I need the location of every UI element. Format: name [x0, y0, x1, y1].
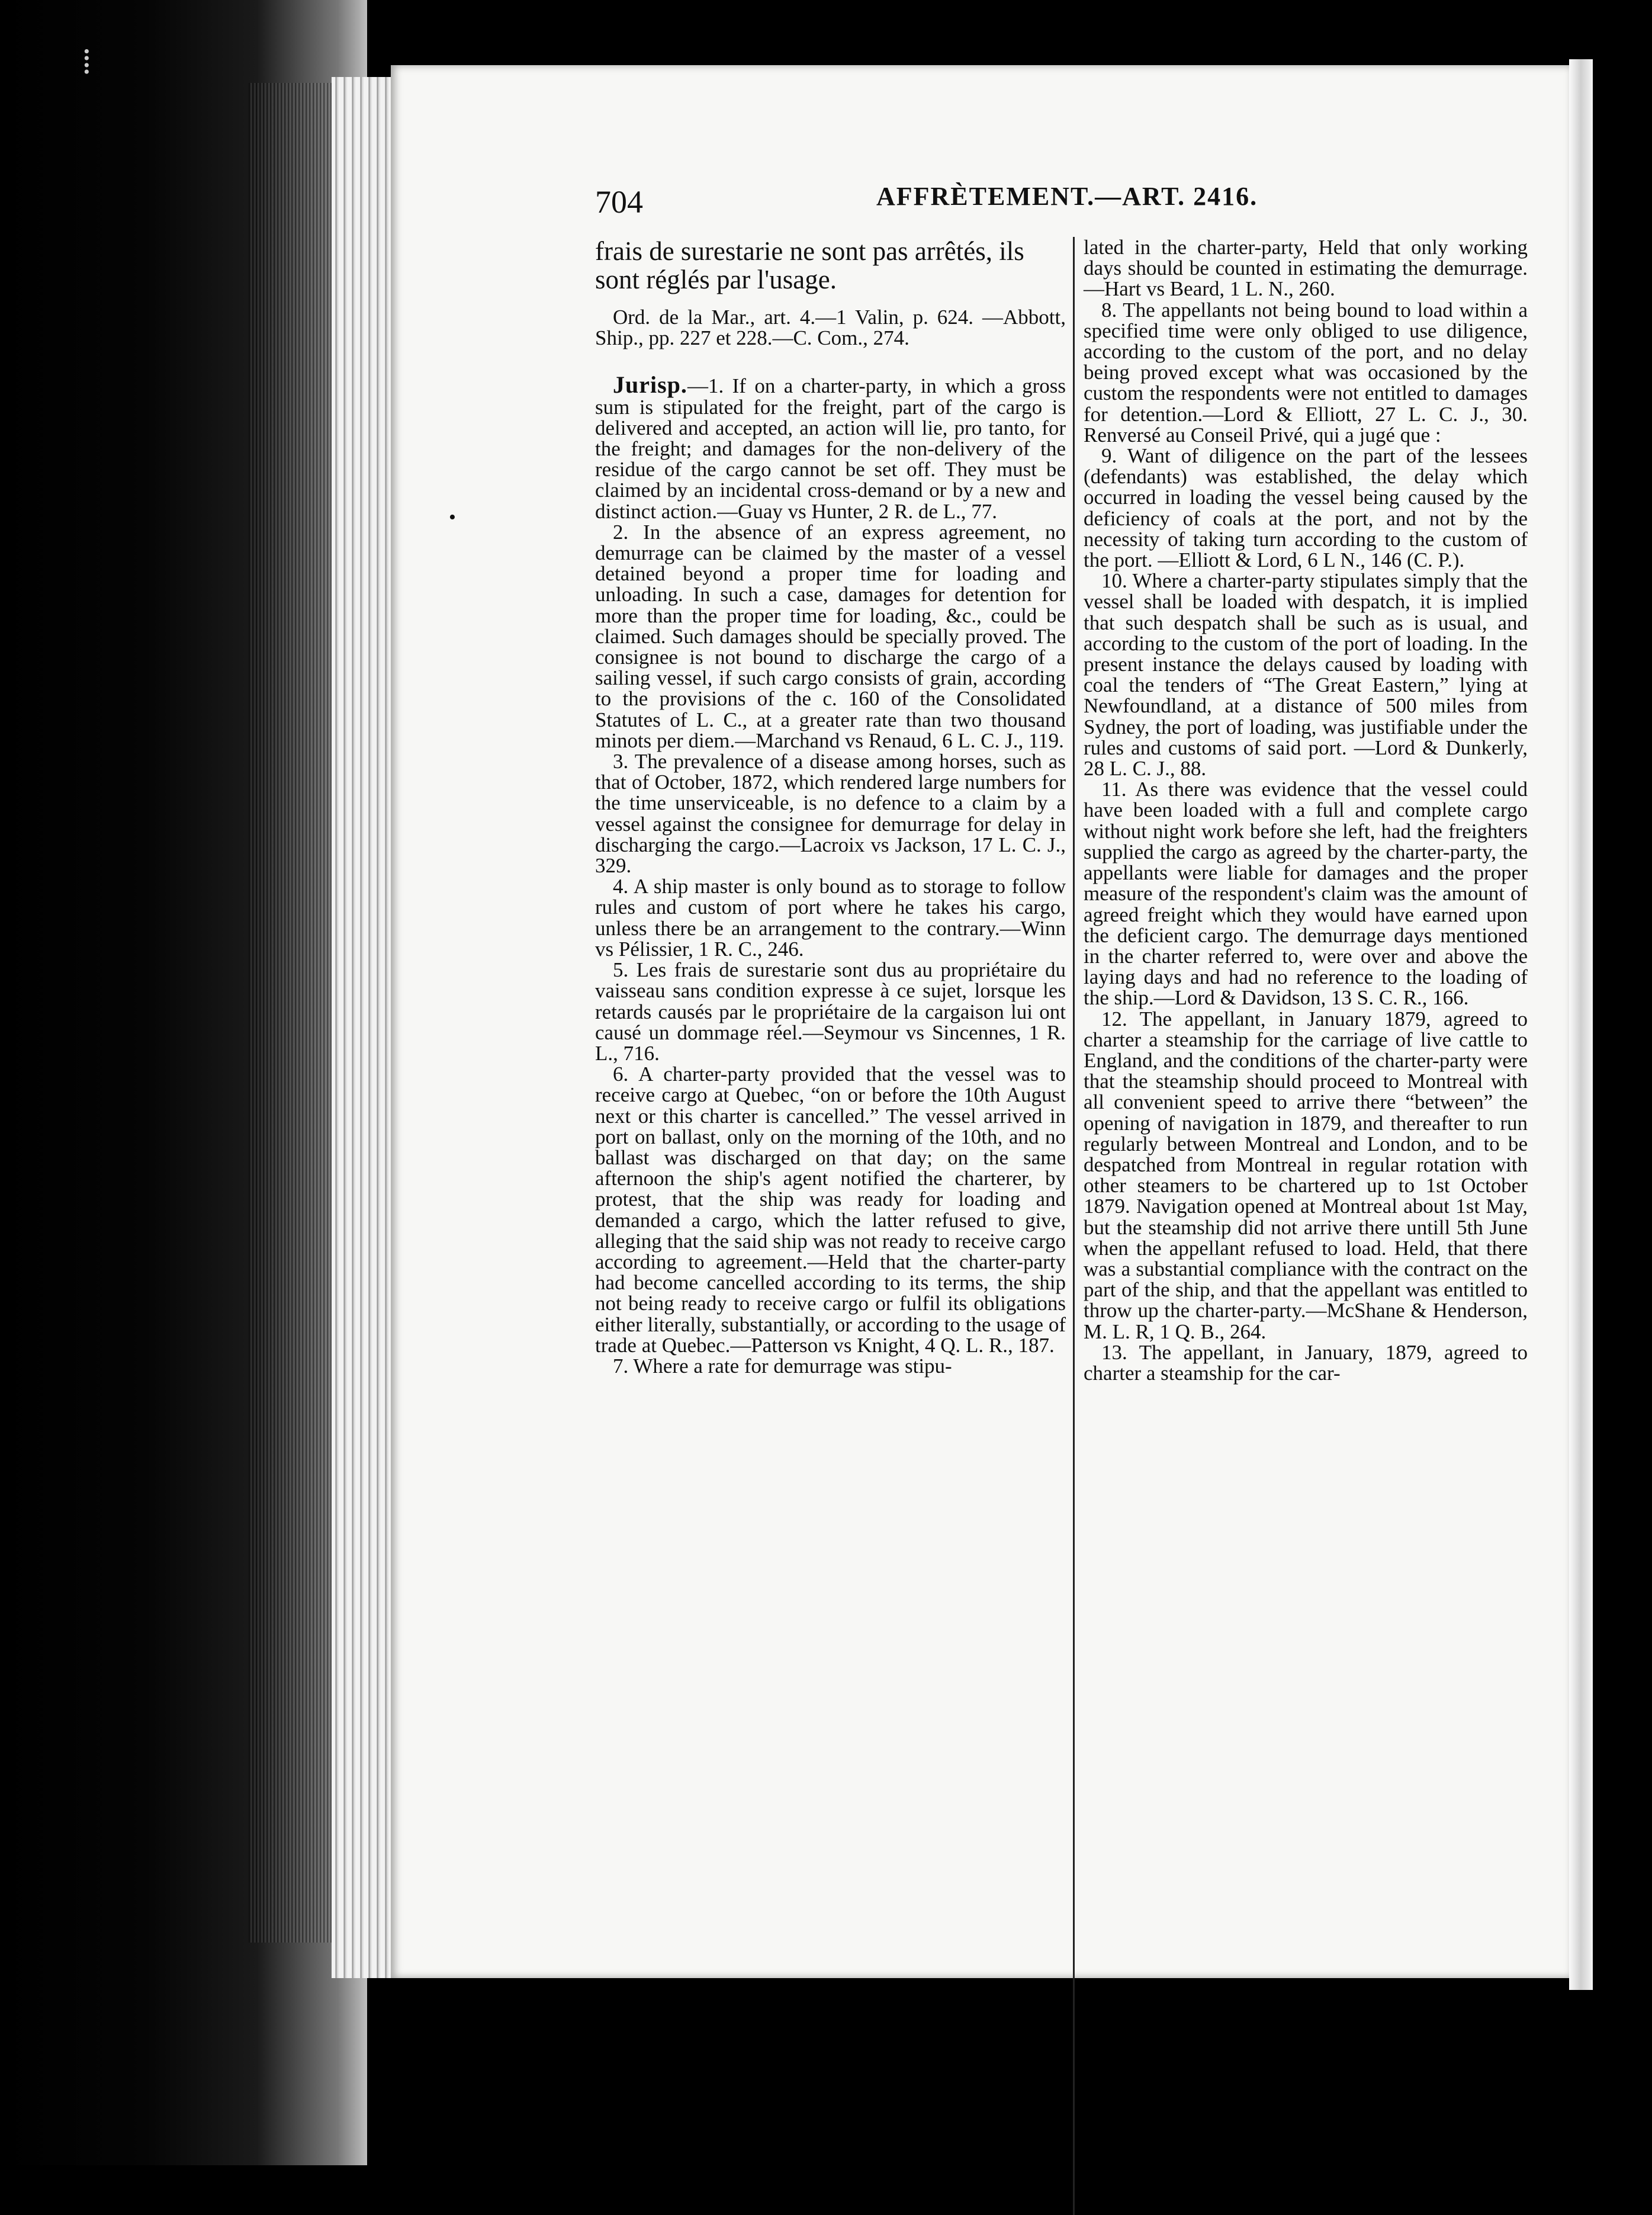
jurisprudence-4: 4. A ship master is only bound as to storage to follow rules and custom of port where he takes his cargo, unless there be an arrangement to the contrary.—Winn vs Pélissier, 1 R. C., 246. [595, 875, 1066, 961]
lead-text: frais de surestarie ne sont pas arrêtés, ils sont réglés par l'usage. [595, 236, 1024, 294]
column-rule [1073, 237, 1075, 2215]
scan-speck: ⁞ [82, 42, 92, 81]
jurisprudence-1 [595, 371, 1066, 523]
jurisprudence-3: 3. The prevalence of a disease among horses, such as that of October, 1872, which rendered large numbers for the time unserviceable, is no defence to a claim by a vessel against the consignee for demurrage for delay in discharging the cargo.—Lacroix vs Jackson, 17 L. C. J., 329. [595, 750, 1066, 878]
right-page-edge [1569, 59, 1593, 1990]
running-title: AFFRÈTEMENT.—ART. 2416. [876, 182, 1258, 211]
jurisprudence-7-end: lated in the charter-party, Held that only working days should be counted in estimating the demurrage.—Hart vs Beard, 1 L. N., 260. [1084, 236, 1528, 301]
book-spine-edge [0, 0, 367, 2165]
scan-speck: • [449, 506, 456, 528]
jurisprudence-12: 12. The appellant, in January 1879, agreed to charter a steamship for the carriage of live cattle to England, and the conditions of the charter-party were that the steamship should proceed to Montreal with all convenient speed to arrive there “between” the opening of navigation in 1879, and thereafter to run regularly between Montreal and London, and to be despatched from Montreal in regular rotation with other steamers to be chartered up to 1st October 1879. Navigation opened at Montreal about 1st May, but the steamship did not arrive there untill 5th June when the appellant refused to load. Held, that there was a substantial compliance with the contract on the part of the ship, and that the appellant was entitled to throw up the charter-party.—McShane & Henderson, M. L. R, 1 Q. B., 264. [1084, 1007, 1528, 1343]
jurisprudence-7-start: 7. Where a rate for demurrage was stipu- [613, 1354, 952, 1378]
jurisprudence-8: 8. The appellants not being bound to load within a specified time were only obliged to use diligence, according to the custom of the port, and no delay being proved except what was occasioned by the custom the respondents were not entitled to damages for detention.—Lord & Elliott, 27 L. C. J., 30. Renversé au Conseil Privé, qui a jugé que : [1084, 298, 1528, 447]
right-column [1084, 237, 1528, 1383]
jurisprudence-2: 2. In the absence of an express agreement, no demurrage can be claimed by the master of a vessel detained beyond a proper time for loading and unloading. In such a case, damages for detention for more than the proper time for loading, &c., could be claimed. Such damages should be specially proved. The consignee is not bound to discharge the cargo of a sailing vessel, if such cargo consists of grain, according to the provisions of the c. 160 of the Consolidated Statutes of L. C., at a greater rate than two thousand minots per diem.—Marchand vs Renaud, 6 L. C. J., 119. [595, 520, 1066, 752]
left-column [595, 237, 1066, 1376]
jurisprudence-10: 10. Where a charter-party stipulates simply that the vessel shall be loaded with despatch, it is implied that such despatch shall be such as is usual, and according to the custom of the port of loading. In the present instance the delays caused by loading with coal the tenders of “The Great Eastern,” lying at Newfoundland, at a distance of 500 miles from Sydney, the port of loading, was justifiable under the rules and customs of said port. —Lord & Dunkerly, 28 L. C. J., 88. [1084, 569, 1528, 781]
jurisprudence-13-start: 13. The appellant, in January, 1879, agreed to charter a steamship for the car- [1084, 1340, 1528, 1385]
jurisprudence-6: 6. A charter-party provided that the vessel was to receive cargo at Quebec, “on or before the 10th August next or this charter is cancelled.” The vessel arrived in port on ballast, only on the morning of the 10th, and no ballast was discharged on that day; on the same afternoon the ship's agent notified the charterer, by protest, that the ship was ready for loading and demanded a cargo, which the latter refused to give, alleging that the said ship was not ready to receive cargo according to agreement.—Held that the charter-party had become cancelled according to its terms, the ship not being ready to receive cargo or fulfil its obligations either literally, substantially, or according to the usage of trade at Quebec.—Patterson vs Knight, 4 Q. L. R., 187. [595, 1062, 1066, 1357]
page-number: 704 [595, 184, 643, 220]
jurisp-1-text: —1. If on a charter-party, in which a gross sum is stipulated for the freight, part of the cargo is delivered and accepted, an action will lie, pro tanto, for the freight; and damages for the non-delivery of the residue of the cargo cannot be set off. They must be claimed by an incidental cross-demand or by a new and distinct action.—Guay vs Hunter, 2 R. de L., 77. [595, 374, 1066, 523]
jurisp-label: Jurisp. [613, 371, 687, 399]
jurisprudence-5: 5. Les frais de surestarie sont dus au propriétaire du vaisseau sans condition expresse à ce sujet, lorsque les retards causés par le propriétaire de la cargaison lui ont causé un dommage réel.—Seymour vs Sincennes, 1 R. L., 716. [595, 958, 1066, 1065]
jurisprudence-9: 9. Want of diligence on the part of the lessees (defendants) was established, the delay which occurred in loading the vessel being caused by the deficiency of coals at the port, and not by the necessity of taking turn according to the custom of the port. —Elliott & Lord, 6 L N., 146 (C. P.). [1084, 444, 1528, 572]
jurisprudence-11: 11. As there was evidence that the vessel could have been loaded with a full and complete cargo without night work before she left, had the freighters supplied the cargo as agreed by the charter-party, the appellants were liable for damages and the proper measure of the respondent's claim was the amount of agreed freight which they would have earned upon the deficient cargo. The demurrage days mentioned in the charter referred to, were over and above the laying days and had no reference to the loading of the ship.—Lord & Davidson, 13 S. C. R., 166. [1084, 778, 1528, 1010]
references: Ord. de la Mar., art. 4.—1 Valin, p. 624. —Abbott, Ship., pp. 227 et 228.—C. Com., 274. [595, 306, 1066, 350]
